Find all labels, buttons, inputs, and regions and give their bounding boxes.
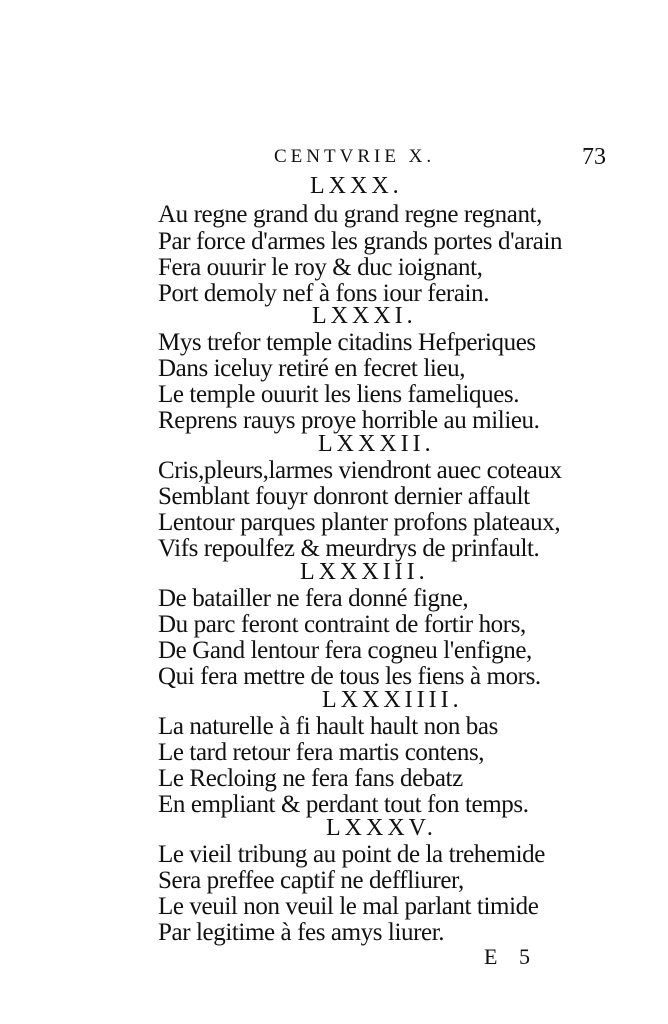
verse-line: En empliant & perdant tout fon temps.	[158, 791, 529, 818]
verse-line: Le veuil non veuil le mal parlant timide	[158, 893, 539, 920]
verse-line: Le temple ouurit les liens fameliques.	[158, 381, 520, 408]
quatrain-number: LXXXI.	[312, 303, 417, 329]
quatrain-number: LXXXII.	[318, 431, 435, 457]
verse-line: Vifs repoulfez & meurdrys de prinfault.	[158, 535, 540, 562]
verse-line: Semblant fouyr donront dernier affault	[158, 483, 530, 510]
verse-line: Au regne grand du grand regne regnant,	[158, 201, 542, 228]
verse-line: La naturelle à fi hault hault non bas	[158, 713, 498, 740]
verse-line: Fera ouurir le roy & duc ioignant,	[158, 254, 483, 281]
quatrain-number: LXXXV.	[326, 815, 437, 841]
signature-mark: E 5	[484, 944, 530, 969]
verse-line: Le Recloing ne fera fans debatz	[158, 765, 463, 792]
verse-line: De Gand lentour fera cogneu l'enfigne,	[158, 637, 532, 664]
verse-line: Cris,pleurs,larmes viendront auec coteaux	[158, 457, 562, 484]
verse-line: De batailler ne fera donné figne,	[158, 585, 469, 612]
running-head: CENTVRIE X.	[274, 146, 436, 167]
verse-line: Lentour parques planter profons plateaux,	[158, 509, 561, 536]
verse-line: Qui fera mettre de tous les fiens à mors.	[158, 663, 541, 690]
quatrain-number: LXXXIII.	[300, 559, 429, 585]
verse-line: Par legitime à fes amys liurer.	[158, 919, 445, 946]
page-number: 73	[582, 144, 606, 170]
quatrain-number: LXXXIIII.	[322, 687, 463, 713]
verse-line: Reprens rauys proye horrible au milieu.	[158, 407, 540, 434]
verse-line: Dans iceluy retiré en fecret lieu,	[158, 355, 466, 382]
quatrain-number: LXXX.	[310, 173, 403, 199]
verse-line: Sera preffee captif ne deffliurer,	[158, 867, 464, 894]
verse-line: Par force d'armes les grands portes d'arain	[158, 228, 563, 255]
verse-line: Port demoly nef à fons iour ferain.	[158, 280, 490, 307]
verse-line: Du parc feront contraint de fortir hors,	[158, 611, 526, 638]
verse-line: Le vieil tribung au point de la trehemide	[158, 841, 545, 868]
verse-line: Le tard retour fera martis contens,	[158, 739, 485, 766]
verse-line: Mys trefor temple citadins Hefperiques	[158, 329, 536, 356]
